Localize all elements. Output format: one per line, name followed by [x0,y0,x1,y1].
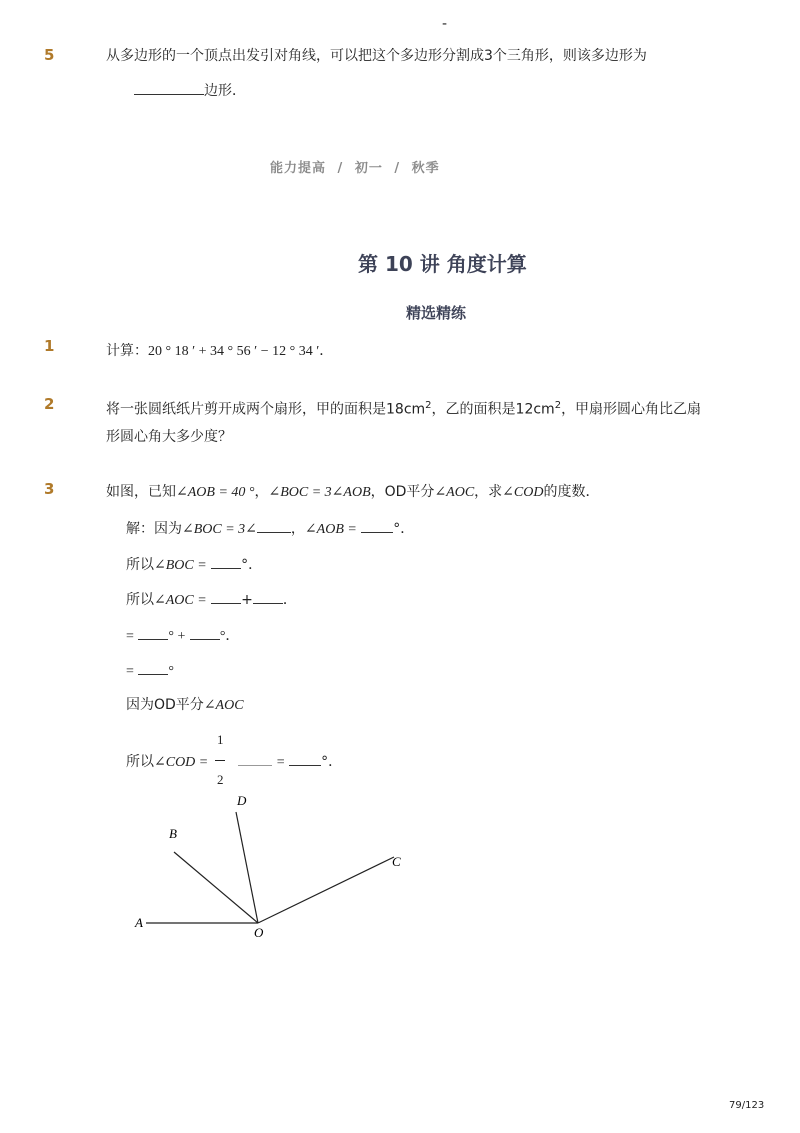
solution-line-2 [126,554,262,576]
lecture-title: 第 10 讲 角度计算 [358,252,527,276]
stem-text: 如图，已知 [106,484,176,500]
answer-blank[interactable] [253,589,283,604]
question-1-prefix: 计算： [106,343,148,359]
math-expression: ∠COD = [154,755,209,770]
question-1-end: ． [319,343,334,359]
equals-sign: = [276,755,285,770]
solution-text: °． [321,754,343,770]
equals-sign: = [126,629,134,644]
solution-line-5 [126,660,174,682]
question-3-stem [106,482,599,503]
solution-line-6 [126,695,244,716]
math-expression: ∠BOC = [154,558,207,573]
superscript: 2 [554,400,562,411]
answer-blank[interactable] [361,518,393,533]
breadcrumb [270,157,440,176]
question-number-5: 5 [44,46,55,64]
question-2-line-2: 形圆心角大多少度？ [106,429,232,445]
breadcrumb-separator: / [394,161,401,176]
angle-figure [120,780,420,950]
stem-text: ，求 [474,484,503,500]
math-expression: ∠AOB = [304,522,357,537]
solution-text: 因为OD平分 [126,697,204,713]
math-expression: ∠COD [502,485,544,500]
question-2-part: 将一张圆纸纸片剪开成两个扇形，甲的面积是18cm [106,401,426,418]
answer-blank[interactable] [238,751,272,766]
question-1-text [106,341,333,362]
breadcrumb-level: 能力提高 [270,161,327,176]
math-expression: ∠BOC = 3∠AOB [268,485,371,500]
solution-line-3 [126,589,297,611]
math-expression: ∠AOC [434,485,475,500]
top-mark: - [442,16,448,32]
section-title: 精选精练 [406,304,467,322]
stem-text: ， [254,484,269,500]
fraction-numerator: 1 [217,732,224,747]
degree-sign: ° [168,664,174,679]
stem-text: ，OD平分 [370,484,435,500]
stem-text: 的度数． [543,484,600,500]
label-d: D [237,793,247,808]
question-number-1: 1 [44,337,55,355]
question-number-2: 2 [44,395,55,413]
fraction-denominator: 2 [217,772,224,787]
equals-sign: = [126,664,134,679]
breadcrumb-separator: / [337,161,344,176]
math-expression: ∠AOC = [154,593,207,608]
superscript: 2 [425,400,432,411]
degree-plus: ° + [168,629,186,644]
page-number: 79/123 [729,1100,765,1111]
answer-blank[interactable] [134,80,204,95]
answer-blank[interactable] [211,589,241,604]
ray-od [236,812,258,923]
question-number-3: 3 [44,480,55,498]
label-c: C [392,854,401,869]
breadcrumb-grade: 初一 [354,161,383,176]
solution-text: 所以 [126,754,154,770]
plus-sign: + [241,592,253,608]
answer-blank[interactable] [211,554,241,569]
solution-line-4 [126,625,239,647]
answer-blank[interactable] [138,625,168,640]
label-a: A [135,915,143,930]
math-expression: ∠BOC = 3∠ [182,522,257,537]
degree-end: °． [219,629,240,644]
solution-text: 所以 [126,592,154,608]
solution-text: ． [282,592,297,608]
solution-text: 所以 [126,557,154,573]
label-b: B [169,826,177,841]
solution-text: 解：因为 [126,521,182,537]
answer-blank[interactable] [190,625,220,640]
question-2-part: ，甲扇形圆心角比乙扇 [561,401,702,418]
math-expression: ∠AOC [203,698,244,713]
question-5-line-2 [134,80,246,101]
solution-line-7 [126,751,342,773]
answer-blank[interactable] [257,518,291,533]
solution-text: ， [290,521,305,537]
label-o: O [254,925,264,940]
question-5-suffix: 边形． [204,83,246,99]
question-1-expression: 20 ° 18 ′ + 34 ° 56 ′ − 12 ° 34 ′ [148,344,320,359]
answer-blank[interactable] [289,751,321,766]
solution-line-1 [126,518,414,540]
question-5-line-1: 从多边形的一个顶点出发引对角线，可以把这个多边形分割成3个三角形，则该多边形为 [106,48,647,64]
question-2-part: ，乙的面积是12cm [431,401,555,418]
solution-text: °． [393,521,415,537]
question-2-line-1 [106,396,701,420]
answer-blank[interactable] [138,660,168,675]
breadcrumb-term: 秋季 [411,161,440,176]
math-expression: ∠AOB = 40 ° [176,485,255,500]
solution-text: °． [241,557,263,573]
ray-oc [258,857,394,923]
ray-ob [174,852,258,923]
